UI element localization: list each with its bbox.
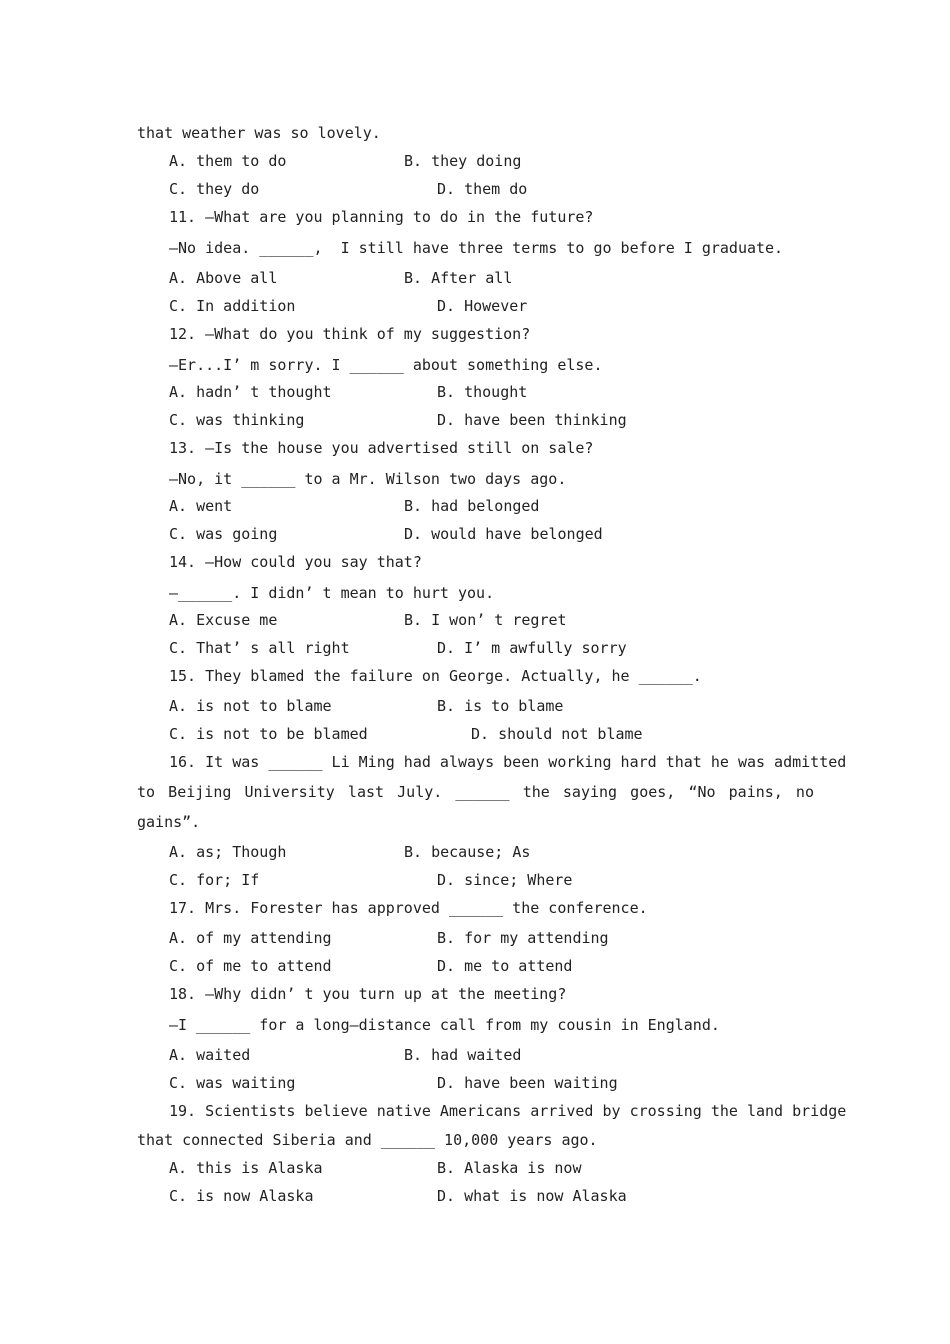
- question-18: 18. —Why didn’ t you turn up at the meeting?: [169, 985, 567, 1003]
- option-c: C. was going: [169, 525, 278, 543]
- question-19: 19. Scientists believe native Americans arrived by crossing the land bridge: [169, 1102, 847, 1120]
- question-16-continued: gains”.: [137, 813, 201, 831]
- question-12: 12. —What do you think of my suggestion?: [169, 325, 531, 343]
- question-13-reply: —No, it ______ to a Mr. Wilson two days ago.: [169, 470, 567, 488]
- question-17: 17. Mrs. Forester has approved ______ the conference.: [169, 899, 648, 917]
- option-a: A. is not to blame: [169, 697, 332, 715]
- option-d: D. I’ m awfully sorry: [437, 639, 627, 657]
- option-d: D. since; Where: [437, 871, 573, 889]
- option-a: A. of my attending: [169, 929, 332, 947]
- option-b: B. thought: [437, 383, 528, 401]
- question-11: 11. —What are you planning to do in the future?: [169, 208, 594, 226]
- option-a: A. this is Alaska: [169, 1159, 323, 1177]
- question-14-reply: —______. I didn’ t mean to hurt you.: [169, 584, 495, 602]
- option-c: C. for; If: [169, 871, 260, 889]
- question-16-continued: to Beijing University last July. ______ the saying goes, “No pains, no: [137, 783, 814, 801]
- option-a: A. went: [169, 497, 233, 515]
- option-b: B. because; As: [404, 843, 531, 861]
- option-c: C. That’ s all right: [169, 639, 350, 657]
- option-a: A. them to do: [169, 152, 287, 170]
- option-d: D. should not blame: [471, 725, 643, 743]
- option-a: A. hadn’ t thought: [169, 383, 332, 401]
- option-c: C. is now Alaska: [169, 1187, 314, 1205]
- option-b: B. I won’ t regret: [404, 611, 567, 629]
- question-14: 14. —How could you say that?: [169, 553, 422, 571]
- option-d: D. them do: [437, 180, 528, 198]
- option-a: A. Above all: [169, 269, 278, 287]
- option-c: C. was thinking: [169, 411, 305, 429]
- option-a: A. as; Though: [169, 843, 287, 861]
- option-d: D. have been thinking: [437, 411, 627, 429]
- option-c: C. In addition: [169, 297, 296, 315]
- option-d: D. would have belonged: [404, 525, 603, 543]
- option-b: B. After all: [404, 269, 513, 287]
- option-d: D. have been waiting: [437, 1074, 618, 1092]
- option-d: D. me to attend: [437, 957, 573, 975]
- question-12-reply: —Er...I’ m sorry. I ______ about something else.: [169, 356, 603, 374]
- option-b: B. had waited: [404, 1046, 522, 1064]
- option-b: B. had belonged: [404, 497, 540, 515]
- text-line: that weather was so lovely.: [137, 124, 381, 142]
- question-13: 13. —Is the house you advertised still on sale?: [169, 439, 594, 457]
- option-b: B. they doing: [404, 152, 522, 170]
- option-c: C. is not to be blamed: [169, 725, 368, 743]
- option-a: A. Excuse me: [169, 611, 278, 629]
- question-18-reply: —I ______ for a long—distance call from my cousin in England.: [169, 1016, 720, 1034]
- option-d: D. However: [437, 297, 528, 315]
- question-15: 15. They blamed the failure on George. Actually, he ______.: [169, 667, 702, 685]
- option-c: C. they do: [169, 180, 260, 198]
- option-b: B. for my attending: [437, 929, 609, 947]
- option-b: B. Alaska is now: [437, 1159, 582, 1177]
- question-19-continued: that connected Siberia and ______ 10,000 years ago.: [137, 1131, 598, 1149]
- option-c: C. was waiting: [169, 1074, 296, 1092]
- question-11-reply: —No idea. ______, I still have three terms to go before I graduate.: [169, 239, 784, 257]
- option-b: B. is to blame: [437, 697, 564, 715]
- option-c: C. of me to attend: [169, 957, 332, 975]
- question-16: 16. It was ______ Li Ming had always been working hard that he was admitted: [169, 753, 847, 771]
- option-d: D. what is now Alaska: [437, 1187, 627, 1205]
- option-a: A. waited: [169, 1046, 251, 1064]
